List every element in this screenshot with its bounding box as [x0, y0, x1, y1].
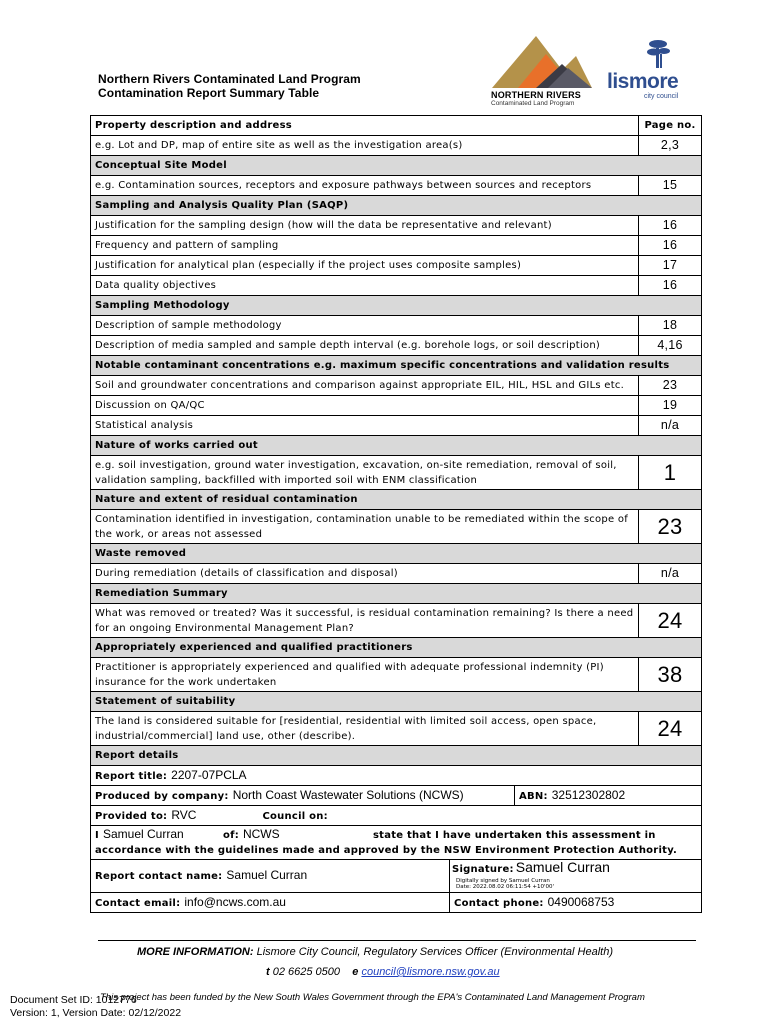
email-prefix: e	[352, 966, 359, 978]
summary-table	[90, 115, 702, 913]
northern-rivers-logo-subtext: Contaminated Land Program	[491, 100, 575, 107]
signature-note-1: Digitally signed by Samuel Curran	[456, 878, 550, 884]
row-description: e.g. Contamination sources, receptors and exposure pathways between sources and receptors	[91, 176, 639, 196]
company-label: Produced by company:	[95, 790, 229, 802]
row-description: Discussion on QA/QC	[91, 396, 639, 416]
table-row	[91, 658, 702, 692]
row-page-number: 16	[639, 216, 702, 236]
report-title-label: Report title:	[95, 770, 168, 782]
section-row	[91, 692, 702, 712]
section-heading: Sampling Methodology	[91, 296, 702, 316]
row-description: Frequency and pattern of sampling	[91, 236, 639, 256]
statement-of-label: of:	[222, 830, 239, 841]
footer-divider	[98, 940, 696, 941]
section-row	[91, 356, 702, 376]
table-row	[91, 510, 702, 544]
row-description: Description of media sampled and sample depth interval (e.g. borehole logs, or soil description)	[91, 336, 639, 356]
table-row	[91, 216, 702, 236]
statement-text-2: accordance with the guidelines made and approved by the NSW Environment Protection Authority.	[95, 845, 678, 856]
contact-name-label: Report contact name:	[95, 871, 223, 882]
property-header: Property description and address	[91, 116, 639, 136]
report-title-value: 2207-07PCLA	[171, 767, 247, 782]
more-text: Lismore City Council, Regulatory Services Officer (Environmental Health)	[253, 946, 613, 958]
row-page-number: n/a	[639, 564, 702, 584]
provided-value: RVC	[171, 807, 197, 822]
title-line-2: Contamination Report Summary Table	[98, 86, 320, 100]
statement-name: Samuel Curran	[102, 827, 184, 841]
section-row	[91, 544, 702, 564]
section-row	[91, 156, 702, 176]
signature-label: Signature:	[452, 864, 514, 875]
section-row	[91, 584, 702, 604]
statement-text-1: state that I have undertaken this assessment in	[372, 830, 656, 841]
table-row	[91, 416, 702, 436]
funding-statement: This project has been funded by the New South Wales Government through the EPA's Contaminated Land Management Program	[100, 992, 645, 1003]
report-details-section	[91, 746, 702, 766]
row-description: What was removed or treated? Was it successful, is residual contamination remaining? Is there a need for an ongoing Environmental Management Plan?	[91, 604, 639, 638]
row-description: Justification for analytical plan (especially if the project uses composite samples)	[91, 256, 639, 276]
table-header-row	[91, 116, 702, 136]
row-page-number: 17	[639, 256, 702, 276]
row-page-number: 16	[639, 276, 702, 296]
council-email-link[interactable]: council@lismore.nsw.gov.au	[361, 966, 500, 978]
abn-value: 32512302802	[551, 787, 626, 802]
more-information	[137, 946, 613, 958]
company-value: North Coast Wastewater Solutions (NCWS)	[232, 787, 464, 802]
section-heading: Appropriately experienced and qualified practitioners	[91, 638, 702, 658]
contact-name-row	[91, 860, 702, 893]
statement-org: NCWS	[242, 827, 280, 841]
section-heading: Notable contaminant concentrations e.g. maximum specific concentrations and validation results	[91, 356, 702, 376]
signature-note-2: Date: 2022.08.02 06:11:54 +10'00'	[456, 884, 555, 890]
table-row	[91, 712, 702, 746]
row-description: e.g. soil investigation, ground water investigation, excavation, on-site remediation, removal of soil, validation sampling, backfilled with imported soil with ENM classification	[91, 456, 639, 490]
more-label: MORE INFORMATION:	[137, 946, 254, 958]
row-description: e.g. Lot and DP, map of entire site as well as the investigation area(s)	[91, 136, 639, 156]
row-page-number: 1	[639, 456, 702, 490]
title-line-1: Northern Rivers Contaminated Land Program	[98, 72, 361, 86]
row-page-number: 16	[639, 236, 702, 256]
row-description: Justification for the sampling design (how will the data be representative and relevant)	[91, 216, 639, 236]
contact-line	[266, 966, 500, 978]
row-description: Statistical analysis	[91, 416, 639, 436]
section-heading: Remediation Summary	[91, 584, 702, 604]
table-row	[91, 256, 702, 276]
row-page-number: 18	[639, 316, 702, 336]
row-description: The land is considered suitable for [residential, residential with limited soil access, open space, industrial/commercial] land use, other (describe).	[91, 712, 639, 746]
row-description: Data quality objectives	[91, 276, 639, 296]
row-page-number: n/a	[639, 416, 702, 436]
contact-email-row	[91, 893, 702, 913]
lismore-logo-text: lismore	[607, 70, 679, 93]
council-label: Council on:	[262, 810, 328, 822]
table-row	[91, 396, 702, 416]
row-description: Soil and groundwater concentrations and comparison against appropriate EIL, HIL, HSL and GILs etc.	[91, 376, 639, 396]
section-heading: Sampling and Analysis Quality Plan (SAQP)	[91, 196, 702, 216]
section-heading: Nature and extent of residual contamination	[91, 490, 702, 510]
row-description: Practitioner is appropriately experienced and qualified with adequate professional indemnity (PI) insurance for the work undertaken	[91, 658, 639, 692]
council-phone: 02 6625 0500	[272, 966, 341, 978]
row-page-number: 24	[639, 712, 702, 746]
section-row	[91, 196, 702, 216]
contact-email-label: Contact email:	[95, 897, 181, 909]
section-heading: Conceptual Site Model	[91, 156, 702, 176]
report-title-row	[91, 766, 702, 786]
version-info: Version: 1, Version Date: 02/12/2022	[10, 1007, 182, 1019]
contact-phone-label: Contact phone:	[454, 897, 544, 909]
section-heading: Waste removed	[91, 544, 702, 564]
table-row	[91, 236, 702, 256]
row-page-number: 23	[639, 376, 702, 396]
section-heading: Nature of works carried out	[91, 436, 702, 456]
row-page-number: 24	[639, 604, 702, 638]
row-description: During remediation (details of classification and disposal)	[91, 564, 639, 584]
statement-i: I	[95, 830, 99, 841]
row-description: Contamination identified in investigation, contamination unable to be remediated within the scope of the work, or areas not assessed	[91, 510, 639, 544]
row-description: Description of sample methodology	[91, 316, 639, 336]
table-row	[91, 376, 702, 396]
section-row	[91, 490, 702, 510]
provided-label: Provided to:	[95, 810, 168, 822]
document-title	[98, 72, 361, 100]
phone-prefix: t	[266, 966, 270, 978]
statement-row	[91, 826, 702, 860]
contact-email-value: info@ncws.com.au	[184, 894, 286, 909]
document-set-id: Document Set ID: 1012776	[10, 994, 137, 1006]
lismore-logo-subtext: city council	[644, 93, 679, 100]
table-row	[91, 316, 702, 336]
table-row	[91, 456, 702, 490]
company-row	[91, 786, 702, 806]
section-heading: Statement of suitability	[91, 692, 702, 712]
provided-row	[91, 806, 702, 826]
table-row	[91, 604, 702, 638]
row-page-number: 15	[639, 176, 702, 196]
page-no-header: Page no.	[639, 116, 702, 136]
section-row	[91, 436, 702, 456]
section-row	[91, 296, 702, 316]
northern-rivers-logo-text: NORTHERN RIVERS	[491, 90, 582, 100]
abn-label: ABN:	[519, 790, 548, 802]
signature-value: Samuel Curran	[515, 859, 610, 875]
row-page-number: 4,16	[639, 336, 702, 356]
signature-digital-note	[456, 878, 554, 890]
table-row	[91, 276, 702, 296]
table-row	[91, 136, 702, 156]
table-row	[91, 564, 702, 584]
contact-phone-value: 0490068753	[547, 894, 615, 909]
row-page-number: 2,3	[639, 136, 702, 156]
section-heading: Report details	[91, 746, 702, 766]
table-row	[91, 176, 702, 196]
row-page-number: 23	[639, 510, 702, 544]
section-row	[91, 638, 702, 658]
contact-name-value: Samuel Curran	[226, 868, 308, 882]
row-page-number: 38	[639, 658, 702, 692]
table-row	[91, 336, 702, 356]
row-page-number: 19	[639, 396, 702, 416]
